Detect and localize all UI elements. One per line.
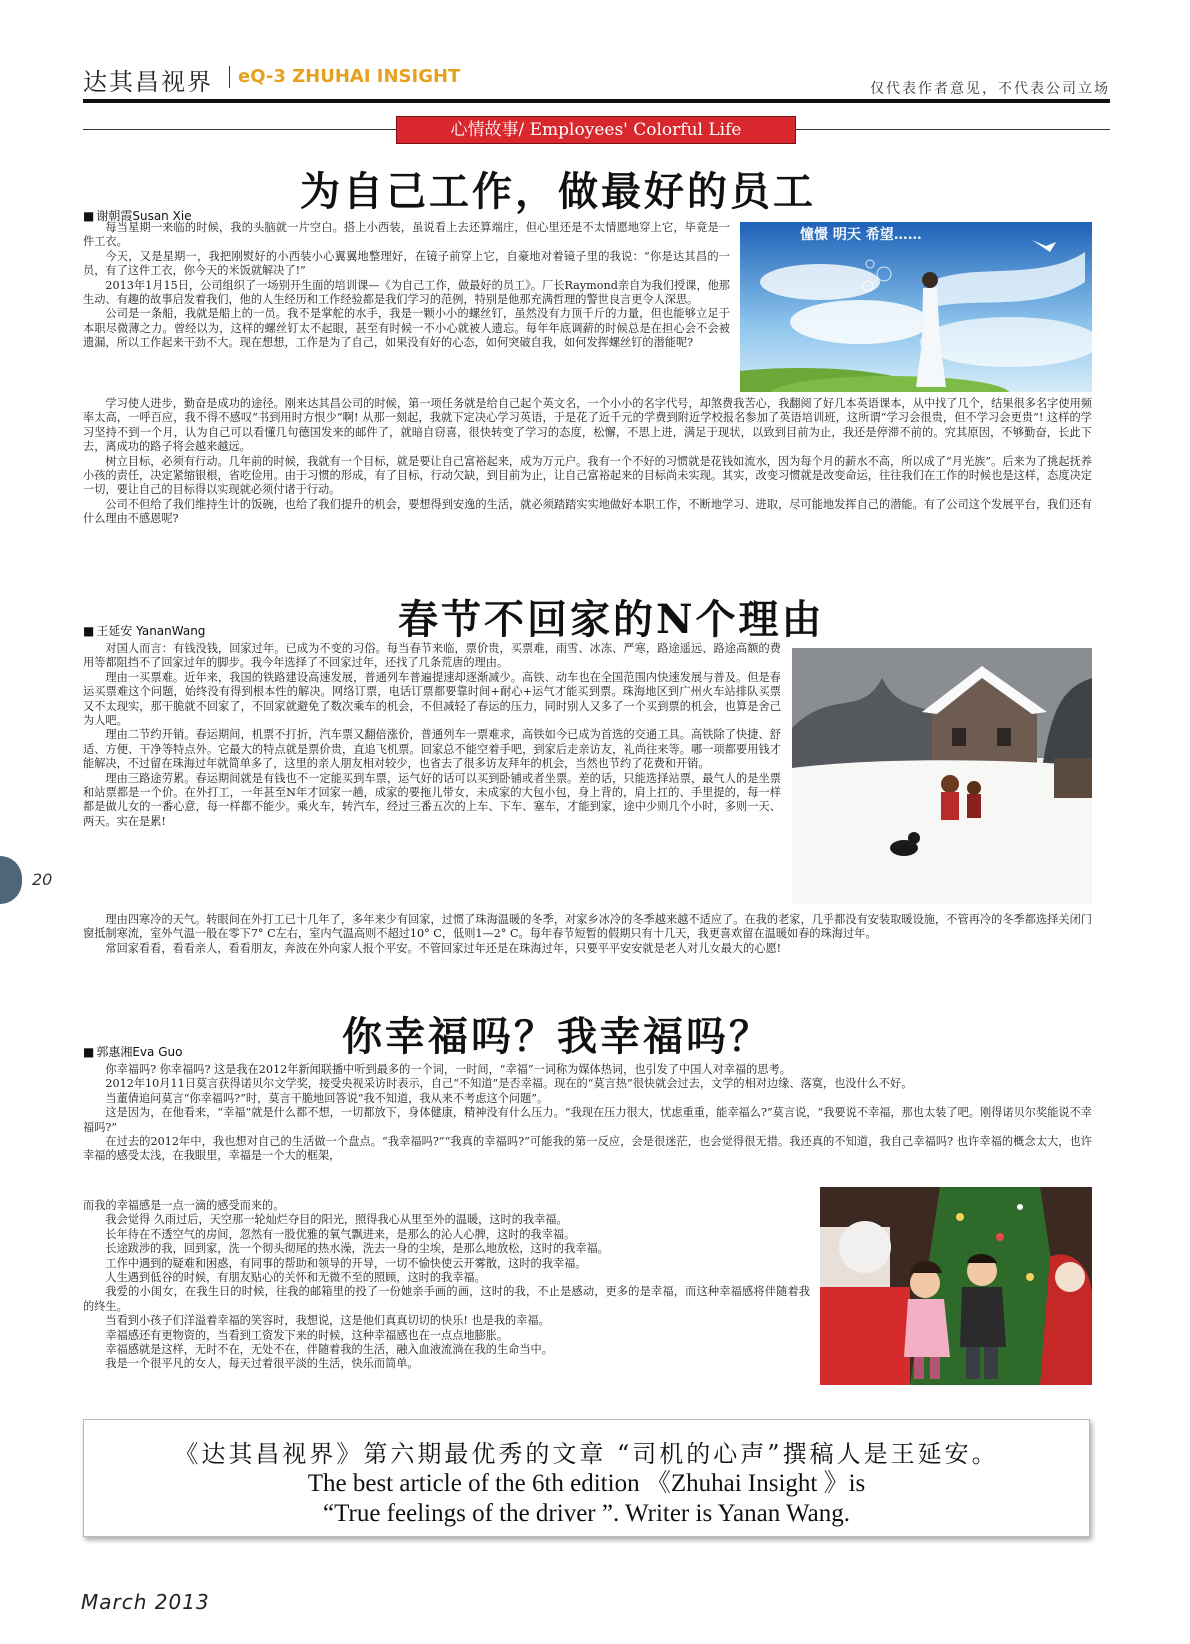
article-2-photo (792, 648, 1092, 904)
article-1-title: 为自己工作，做最好的员工 (300, 168, 816, 215)
paragraph: 对国人而言：有钱没钱，回家过年。已成为不变的习俗。每当春节来临，票价贵，买票难，雨雪、冰冻、严寒，路途遥远、路途高额的费用等都阻挡不了回家过年的脚步。我今年选择了不回家过年，还找了几条荒唐的理由。 (83, 642, 781, 670)
paragraph: 当董倩追问莫言“你幸福吗?”时，莫言干脆地回答说“我不知道，我从来不考虑这个问题”。 (105, 1091, 549, 1105)
paragraph: 人生遇到低谷的时候，有朋友贴心的关怀和无微不至的照顾，这时的我幸福。 (105, 1271, 486, 1285)
paragraph: 理由一买票难。近年来，我国的铁路建设高速发展，普通列车普遍提速却逐渐减少。高铁、动车也在全国范围内快速发展与普及。但是春运买票难这个问题，始终没有得到根本性的解决。网络订票，电话订票都要靠时间+耐心+运气才能买到票。珠海地区到广州火车站排队买票又不太现实，那干脆就不回家了，不回家就避免了数次乘车的机会，不但减轻了春运的压力，同时别人又多了一个买到票的机会，也算是舍己为人吧。 (83, 670, 781, 728)
paragraph: 当看到小孩子们洋溢着幸福的笑容时，我想说，这是他们真真切切的快乐! 也是我的幸福。 (105, 1314, 550, 1328)
notice-chinese: 《达其昌视界》第六期最优秀的文章 “司机的心声”撰稿人是王延安。 (174, 1440, 999, 1468)
paragraph: 2013年1月15日，公司组织了一场别开生面的培训课—《为自己工作，做最好的员工》。厂长Raymond亲自为我们授课，他那生动、有趣的故事启发着我们，他的人生经历和工作经验都是我们学习的范例，特别是他那充满哲理的警世良言更令人深思。 (83, 278, 730, 307)
paragraph: 幸福感还有更物资的，当看到工资发下来的时候，这种幸福感也在一点点地膨胀。 (105, 1328, 509, 1342)
paragraph: 树立目标，必须有行动。几年前的时候，我就有一个目标，就是要让自己富裕起来，成为万元户。我有一个不好的习惯就是花钱如流水，因为每个月的薪水不高，所以成了“月光族”。后来为了挑起抚养小孩的责任，决定紧缩银根，省吃俭用。由于习惯的形成，有了目标，行动欠缺，到目前为止，让自己富裕起来的目标尚未实现。其实，改变习惯就是改变命运，往往我们在工作的时候也是这样，态度决定一切，要让自己的目标得以实现就必须付诸于行动。 (83, 454, 1092, 497)
paragraph: 工作中遇到的疑难和困惑，有同事的帮助和领导的开导，一切不愉快使云开雾散，这时的我幸福。 (105, 1256, 587, 1270)
paragraph: 理由四寒冷的天气。转眼间在外打工已十几年了，多年来少有回家，过惯了珠海温暖的冬季，对家乡冰冷的冬季越来越不适应了。在我的老家，几乎都没有安装取暖设施，不管再冷的冬季都选择关闭门窗抵制寒流，室外气温一般在零下7° C左右，室内气温高则不超过10° C，低则1—2° C。每年春节短暂的假期只有十几天，我更喜欢留在温暖如春的珠海过年。 (83, 913, 1092, 941)
paragraph: 长年待在不透空气的房间，忽然有一股优雅的氧气飘进来，是那么的沁人心脾，这时的我幸福。 (105, 1227, 576, 1241)
snow-village-painting (792, 648, 1092, 904)
paragraph: 理由三路途劳累。春运期间就是有钱也不一定能买到车票，运气好的话可以买到卧铺或者坐票。差的话，只能选择站票，最气人的是坐票和站票都是一个价。在外打工，一年甚至N年才回家一趟，成家的要拖儿带女，未成家的大包小包，身上背的，肩上扛的、手里提的，每一样都是做儿女的一番心意，每一样都不能少。乘火车，转汽车，经过三番五次的上车、下车、塞车，才能到家，途中少则几个小时，多则一天、两天。实在是累! (83, 771, 781, 828)
masthead-separator (229, 66, 230, 88)
paragraph: 今天，又是星期一，我把刚熨好的小西装小心翼翼地整理好，在镜子前穿上它，自豪地对着镜子里的我说：“你是达其昌的一员，有了这件工衣，你今天的米饭就解决了!” (83, 249, 730, 278)
article-1-photo (740, 222, 1092, 392)
disclaimer: 仅代表作者意见，不代表公司立场 (870, 81, 1110, 97)
paragraph: 长途跋涉的我，回到家，洗一个彻头彻尾的热水澡，洗去一身的尘埃，是那么地放松，这时的我幸福。 (105, 1242, 609, 1256)
article-2-title: 春节不回家的N个理由 (398, 596, 825, 643)
paragraph: 公司不但给了我们维持生计的饭碗，也给了我们提升的机会，要想得到安逸的生活，就必须踏踏实实地做好本职工作，不断地学习、进取，尽可能地发挥自己的潜能。有了公司这个发展平台，我们还有什么理由不感恩呢? (83, 497, 1092, 526)
article-2-author: ■ 王延安 YananWang (83, 622, 205, 639)
article-1-author: ■ 谢朝霞Susan Xie (83, 207, 192, 224)
article-1-body-bottom (83, 397, 1092, 527)
notice-english-line-1: The best article of the 6th edition 《Zhuhai Insight 》is (307, 1470, 866, 1497)
dreamer-sky-illustration (740, 222, 1092, 392)
paragraph: 公司是一条船，我就是船上的一员。我不是掌舵的水手，我是一颗小小的螺丝钉，虽然没有力顶千斤的力量，但也能够立足于本职尽微薄之力。曾经以为，这样的螺丝钉太不起眼，甚至有时候一不小心就被人遗忘。每年年底调薪的时候总是在担心会不会被遗漏，所以工作起来干劲不大。现在想想，工作是为了自己，如果没有好的心态，如何突破自我，如何发挥螺丝钉的潜能呢? (83, 307, 730, 350)
paragraph: 常回家看看，看看亲人，看看朋友，奔波在外向家人报个平安。不管回家过年还是在珠海过年，只要平平安安就是老人对儿女最大的心愿! (105, 941, 782, 955)
article-2-body-top (83, 642, 781, 829)
paragraph: 而我的幸福感是一点一滴的感受而来的。 (83, 1199, 285, 1212)
masthead-subtitle: eQ-3 ZHUHAI INSIGHT (238, 66, 461, 87)
paragraph: 每当星期一来临的时候，我的头脑就一片空白。搭上小西装，虽说看上去还算端庄，但心里还是不太情愿地穿上它，毕竟是一件工衣。 (83, 221, 730, 249)
page-number: 20 (32, 870, 53, 889)
paragraph: 2012年10月11日莫言获得诺贝尔文学奖，接受央视采访时表示，自己“不知道”是否幸福。现在的“莫言热”很快就会过去，文学的相对边缘、落寞，也没什么不好。 (105, 1077, 913, 1091)
photo-caption: 憧憬 明天 希望…… (800, 227, 922, 243)
best-article-notice (83, 1419, 1090, 1537)
paragraph: 我是一个很平凡的女人，每天过着很平淡的生活，快乐而简单。 (105, 1357, 419, 1371)
children-christmas-photo (820, 1187, 1092, 1385)
paragraph: 理由二节约开销。春运期间，机票不打折，汽车票又翻倍涨价，普通列车一票难求，高铁如今已成为首选的交通工具。高铁除了快捷、舒适、方便、干净等特点外。它最大的特点就是票价贵，直追飞机票。回家总不能空着手吧，到家后走亲访友，礼尚往来等。哪一项都要用钱才能解决，不过留在珠海过年就简单多了，这里的亲人朋友相对较少，也省去了很多访友拜年的机会，当然也节约了花费和开销。 (83, 728, 781, 771)
article-3-body-bottom (83, 1199, 810, 1372)
header-rule (83, 99, 1110, 103)
article-2-body-bottom (83, 913, 1092, 956)
section-banner: 心情故事/ Employees' Colorful Life (396, 116, 796, 144)
paragraph: 你幸福吗? 你幸福吗? 这是我在2012年新闻联播中听到最多的一个词，一时间，“幸福”一词称为媒体热词，也引发了中国人对幸福的思考。 (105, 1063, 791, 1076)
paragraph: 这是因为，在他看来，“幸福”就是什么都不想，一切都放下，身体健康，精神没有什么压力。“我现在压力很大，忧虑重重，能幸福么?”莫言说，“我要说不幸福，那也太装了吧。刚得诺贝尔奖能说不幸福吗?” (83, 1106, 1092, 1134)
masthead-title: 达其昌视界 (83, 68, 213, 96)
paragraph: 我会觉得 久雨过后，天空那一轮灿烂夺目的阳光，照得我心从里至外的温暖，这时的我幸福。 (105, 1213, 568, 1227)
paragraph: 学习使人进步，勤奋是成功的途径。刚来达其昌公司的时候，第一项任务就是给自己起个英文名，一个小小的名字代号，却煞费我苦心，我翻阅了好几本英语课本，从中找了几个，结果很多名字使用频率太高，一呼百应，我不得不感叹“书到用时方恨少”啊! 从那一刻起，我就下定决心学习英语，于是花了近千元的学费到附近学校报名参加了英语培训班，这所谓“学习会很贵，但不学习会更贵”! 这样的学习坚持不到一个月，认为自己可以看懂几句德国发来的邮件了，就暗自窃喜，很快转变了学习的态度，松懈，不思上进，满足于现状，以致到目前为止，我还是停滞不前的。究其原因，不够勤奋，长此下去，离成功的路子将会越来越远。 (83, 397, 1092, 454)
paragraph: 幸福感就是这样，无时不在，无处不在，伴随着我的生活，融入血液流淌在我的生命当中。 (105, 1343, 553, 1357)
article-3-photo (820, 1187, 1092, 1385)
notice-english-line-2: “True feelings of the driver ”. Writer is Yanan Wang. (323, 1500, 850, 1527)
page-tab (0, 856, 22, 904)
article-3-body-top (83, 1063, 1092, 1164)
article-3-title: 你幸福吗？我幸福吗？ (342, 1013, 772, 1060)
paragraph: 在过去的2012年中，我也想对自己的生活做一个盘点。“我幸福吗?”“我真的幸福吗?”可能我的第一反应，会是很迷茫，也会觉得很无措。我还真的不知道，我自己幸福吗? 也许幸福的概念太大，也许幸福的感受太浅，在我眼里，幸福是一个大的框架， (83, 1135, 1092, 1163)
article-3-author: ■ 郭惠湘Eva Guo (83, 1043, 182, 1060)
paragraph: 我爱的小闺女，在我生日的时候，往我的邮箱里的投了一份她亲手画的画，这时的我，不止是感动，更多的是幸福，而这种幸福感将伴随着我的终生。 (83, 1285, 810, 1313)
issue-date: March 2013 (81, 1590, 210, 1614)
article-1-body-top (83, 221, 730, 351)
